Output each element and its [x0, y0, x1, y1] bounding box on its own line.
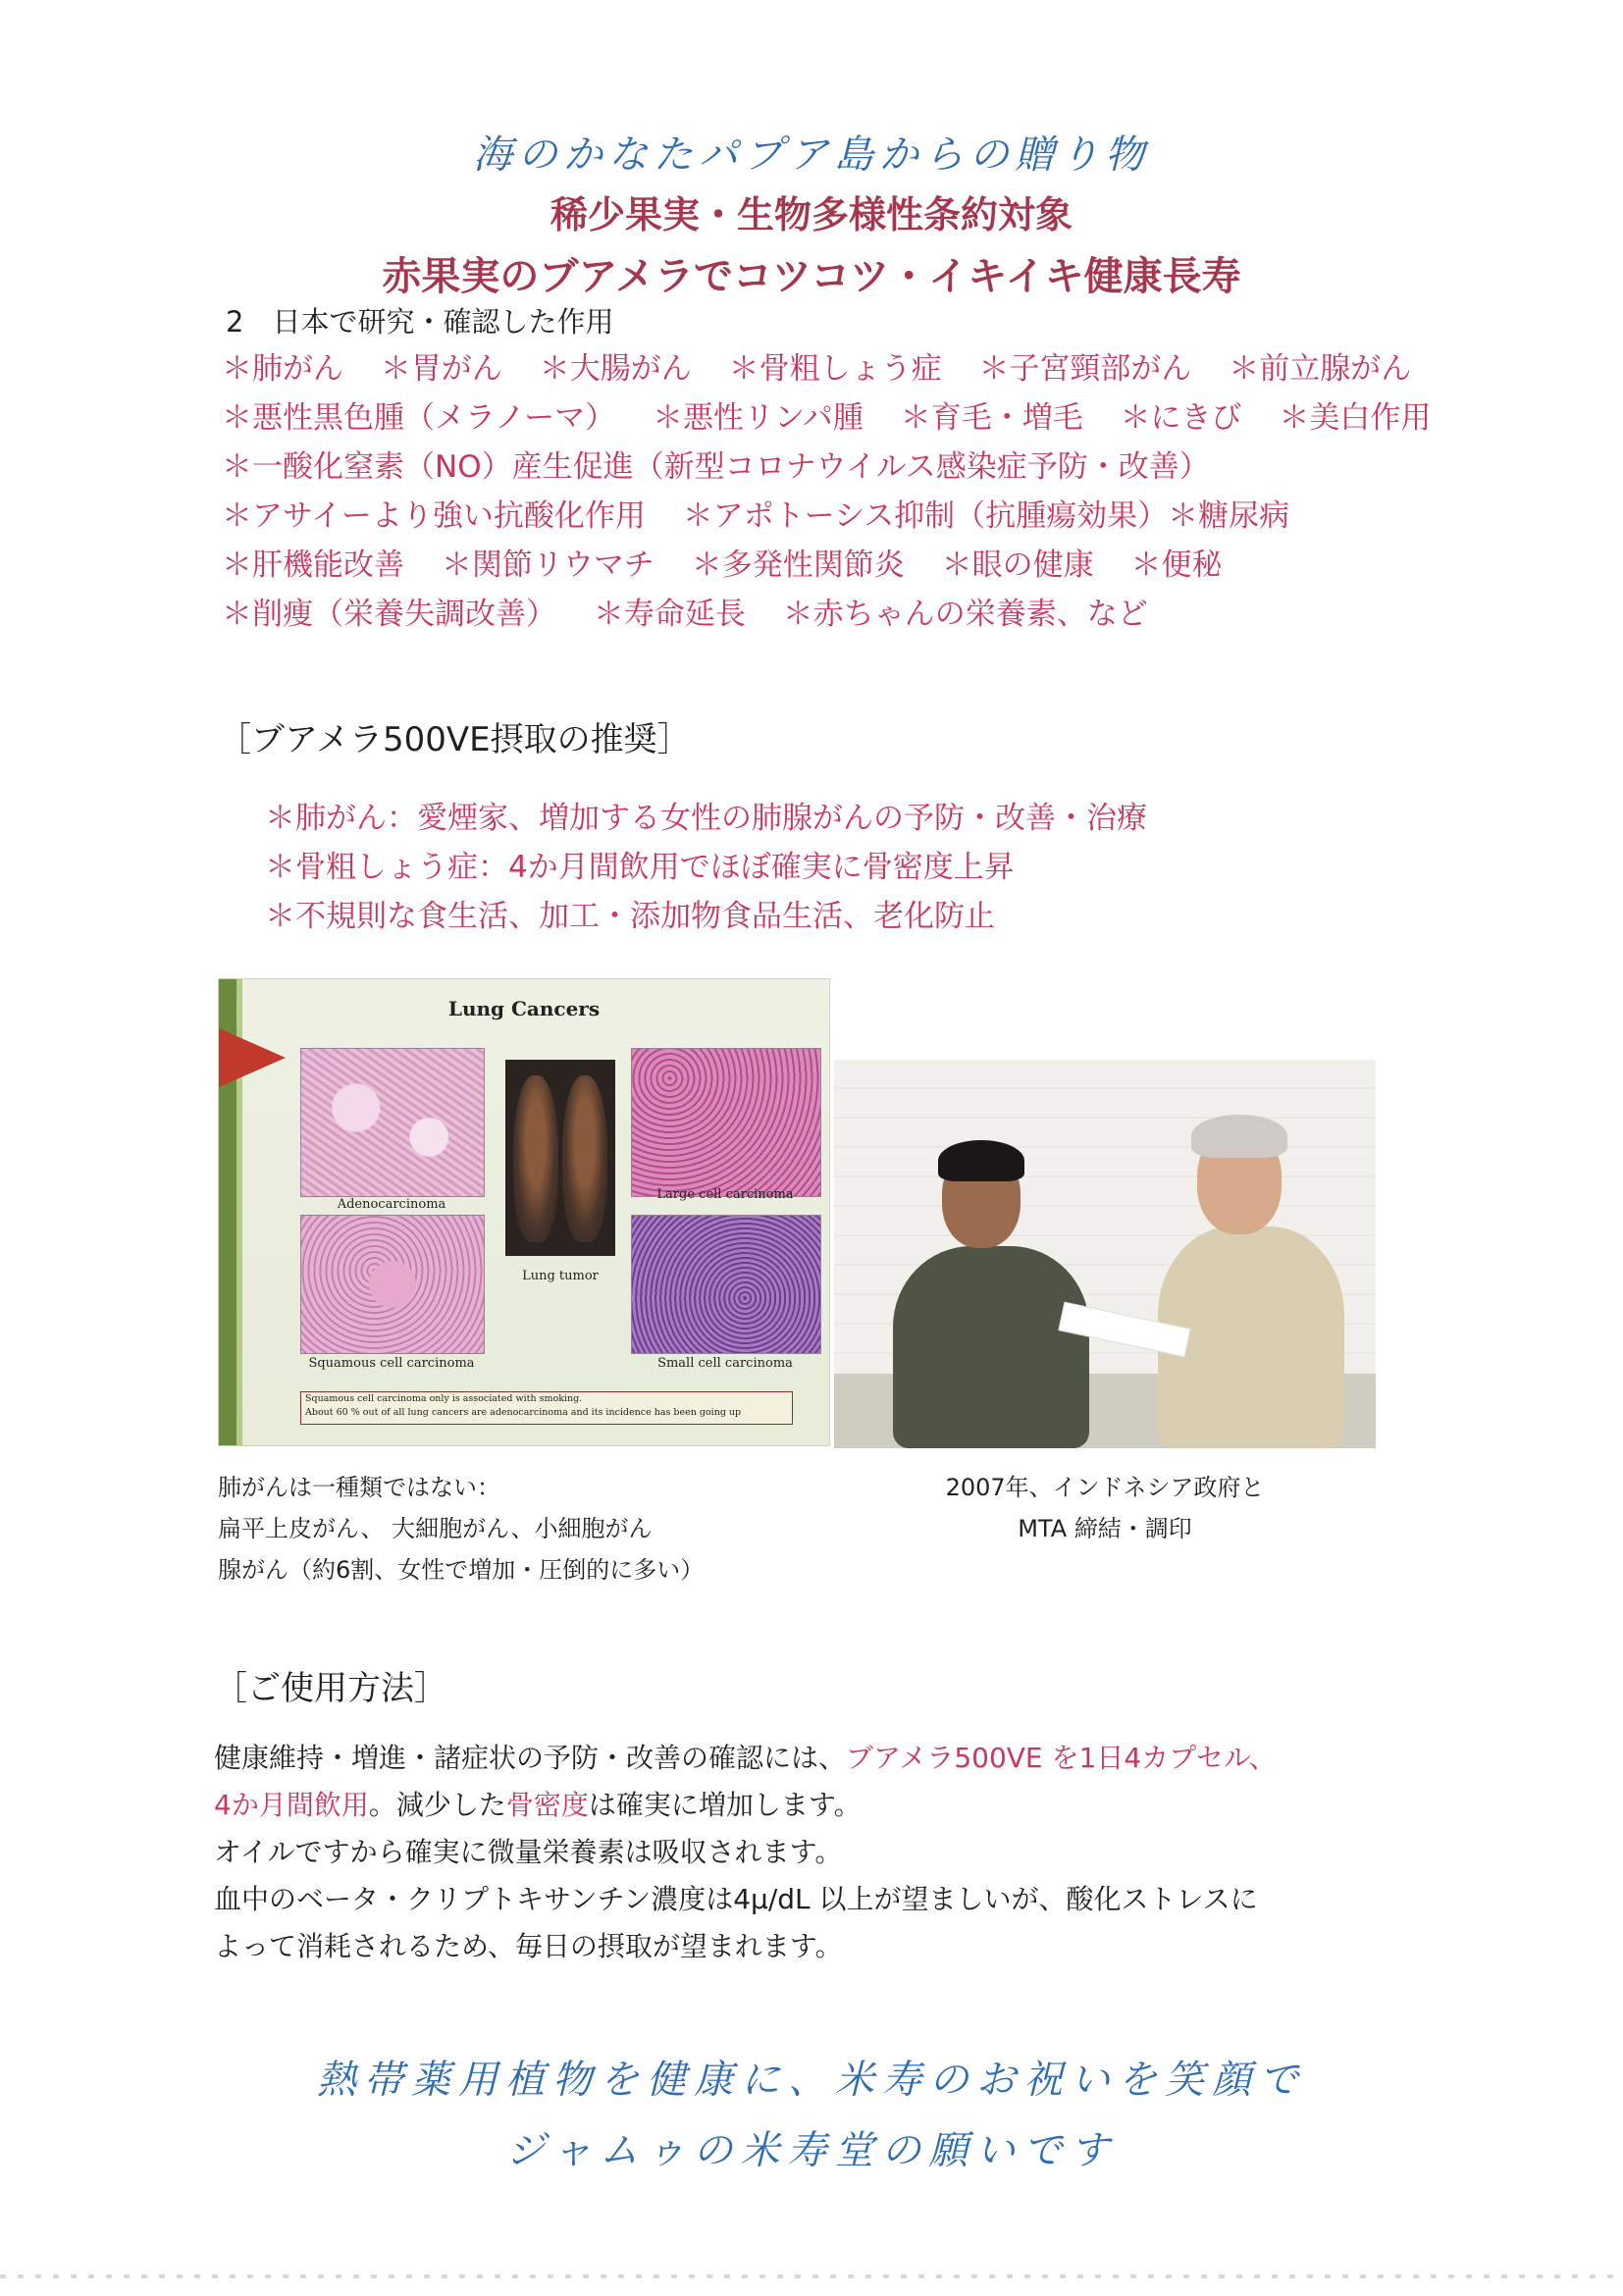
- effect-line: [222, 491, 1458, 540]
- signing-ceremony-photo: [834, 1060, 1376, 1448]
- slide-arrow-icon: [219, 1028, 286, 1087]
- usage-line: オイルですから確実に微量栄養素は吸収されます。: [214, 1836, 843, 1868]
- small-cell-label: Small cell carcinoma: [657, 1356, 793, 1371]
- usage-text-plain: 。減少した: [368, 1789, 506, 1821]
- lung-tumor-label: Lung tumor: [522, 1269, 599, 1283]
- slide-caption-line: 扁平上皮がん、 大細胞がん、小細胞がん: [218, 1515, 653, 1542]
- effect-line: [222, 343, 1458, 392]
- slide-caption-line: 腺がん（約6割、女性で増加・圧倒的に多い）: [218, 1556, 705, 1584]
- scan-edge-dots: [0, 2274, 1623, 2278]
- effect-line: [222, 392, 1458, 442]
- effect-item: ＊にきび: [1120, 400, 1242, 436]
- slide-caption-line: 肺がんは一種類ではない：: [218, 1474, 500, 1501]
- effect-item: ＊一酸化窒素（NO）産生促進（新型コロナウイルス感染症予防・改善）: [222, 449, 1210, 485]
- effect-item: ＊美白作用: [1279, 400, 1432, 436]
- slide-note-box: [300, 1391, 793, 1425]
- usage-line: [214, 1735, 1421, 1782]
- recommendation-item: ＊不規則な食生活、加工・添加物食品生活、老化防止: [265, 899, 995, 934]
- effect-item: ＊アポトーシス抑制（抗腫瘍効果）＊糖尿病: [682, 498, 1290, 534]
- script-title: 海のかなたパプア島からの贈り物: [473, 132, 1150, 178]
- footer-slogan-line-1: 熱帯薬用植物を健康に、米寿のお祝いを笑顔で: [317, 2058, 1306, 2103]
- usage-text-plain: 健康維持・増進・諸症状の予防・改善の確認には、: [214, 1742, 847, 1774]
- slide-title: Lung Cancers: [447, 997, 601, 1020]
- squamous-tissue-image: [300, 1215, 485, 1354]
- effect-item: ＊大腸がん: [539, 351, 692, 387]
- photo-caption-line: 2007年、インドネシア政府と: [945, 1474, 1265, 1501]
- title-line-1: 稀少果実・生物多様性条約対象: [550, 193, 1073, 236]
- slide-caption: [218, 1467, 704, 1591]
- adenocarcinoma-label: Adenocarcinoma: [337, 1197, 446, 1212]
- effect-item: ＊胃がん: [380, 351, 502, 387]
- effect-item: ＊育毛・増毛: [900, 400, 1083, 436]
- slide-note-line: About 60 % out of all lung cancers are adenocarcinoma and its incidence has been going up: [305, 1407, 742, 1418]
- effect-item: ＊悪性リンパ腫: [653, 400, 864, 436]
- recommendation-heading: ［ブアメラ500VE摂取の推奨］: [218, 720, 691, 759]
- small-cell-tissue-image: [631, 1215, 821, 1354]
- effect-item: ＊便秘: [1130, 548, 1223, 583]
- effect-item: ＊肺がん: [222, 351, 343, 387]
- lung-tumor-image: [505, 1060, 615, 1256]
- title-line-2: 赤果実のブアメラでコツコツ・イキイキ健康長寿: [382, 254, 1241, 299]
- usage-line: 血中のベータ・クリプトキサンチン濃度は4μ/dL 以上が望ましいが、酸化ストレスに: [214, 1883, 1258, 1915]
- effect-item: ＊寿命延長: [593, 597, 746, 632]
- effect-item: ＊悪性黒色腫（メラノーマ）: [222, 400, 616, 436]
- person-left-body: [893, 1246, 1089, 1448]
- effects-heading: 2 日本で研究・確認した作用: [226, 305, 614, 339]
- usage-line: よって消耗されるため、毎日の摂取が望まれます。: [214, 1930, 843, 1962]
- footer-slogan-line-2: ジャムゥの米寿堂の願いです: [505, 2128, 1118, 2173]
- lung-cancer-slide-image: [218, 978, 830, 1446]
- effect-item: ＊前立腺がん: [1229, 351, 1412, 387]
- effect-item: ＊削痩（栄養失調改善）: [222, 597, 556, 632]
- usage-text-highlight: 骨密度: [505, 1789, 589, 1821]
- effect-item: ＊赤ちゃんの栄養素、など: [782, 597, 1148, 632]
- usage-text-plain: は確実に増加します。: [588, 1789, 862, 1821]
- recommendation-item: ＊骨粗しょう症：4か月間飲用でほぼ確実に骨密度上昇: [265, 850, 1015, 885]
- usage-text-highlight: ブアメラ500VE を1日4カプセル、: [846, 1742, 1277, 1774]
- effect-item: ＊関節リウマチ: [441, 548, 654, 583]
- effects-list: [222, 343, 1458, 638]
- large-cell-label: Large cell carcinoma: [656, 1187, 794, 1202]
- usage-line: [214, 1782, 1421, 1829]
- effect-item: ＊アサイーより強い抗酸化作用: [222, 498, 646, 534]
- effect-line: [222, 589, 1458, 638]
- effect-item: ＊骨粗しょう症: [728, 351, 942, 387]
- usage-text-highlight: 4か月間飲用: [214, 1789, 369, 1821]
- effect-item: ＊子宮頸部がん: [978, 351, 1192, 387]
- effect-line: [222, 540, 1458, 589]
- large-cell-tissue-image: [631, 1048, 821, 1197]
- effect-item: ＊多発性関節炎: [691, 548, 905, 583]
- effect-line: [222, 442, 1458, 491]
- recommendation-list: [265, 793, 1147, 940]
- effect-item: ＊肝機能改善: [222, 548, 404, 583]
- usage-heading: ［ご使用方法］: [214, 1669, 447, 1708]
- photo-caption-line: MTA 締結・調印: [1018, 1515, 1192, 1542]
- adenocarcinoma-tissue-image: [300, 1048, 485, 1197]
- usage-text: [214, 1735, 1421, 1970]
- effect-item: ＊眼の健康: [941, 548, 1094, 583]
- slide-note-line: Squamous cell carcinoma only is associated with smoking.: [305, 1393, 583, 1404]
- recommendation-item: ＊肺がん：愛煙家、増加する女性の肺腺がんの予防・改善・治療: [265, 801, 1147, 836]
- photo-caption: [834, 1467, 1376, 1549]
- squamous-label: Squamous cell carcinoma: [308, 1356, 475, 1371]
